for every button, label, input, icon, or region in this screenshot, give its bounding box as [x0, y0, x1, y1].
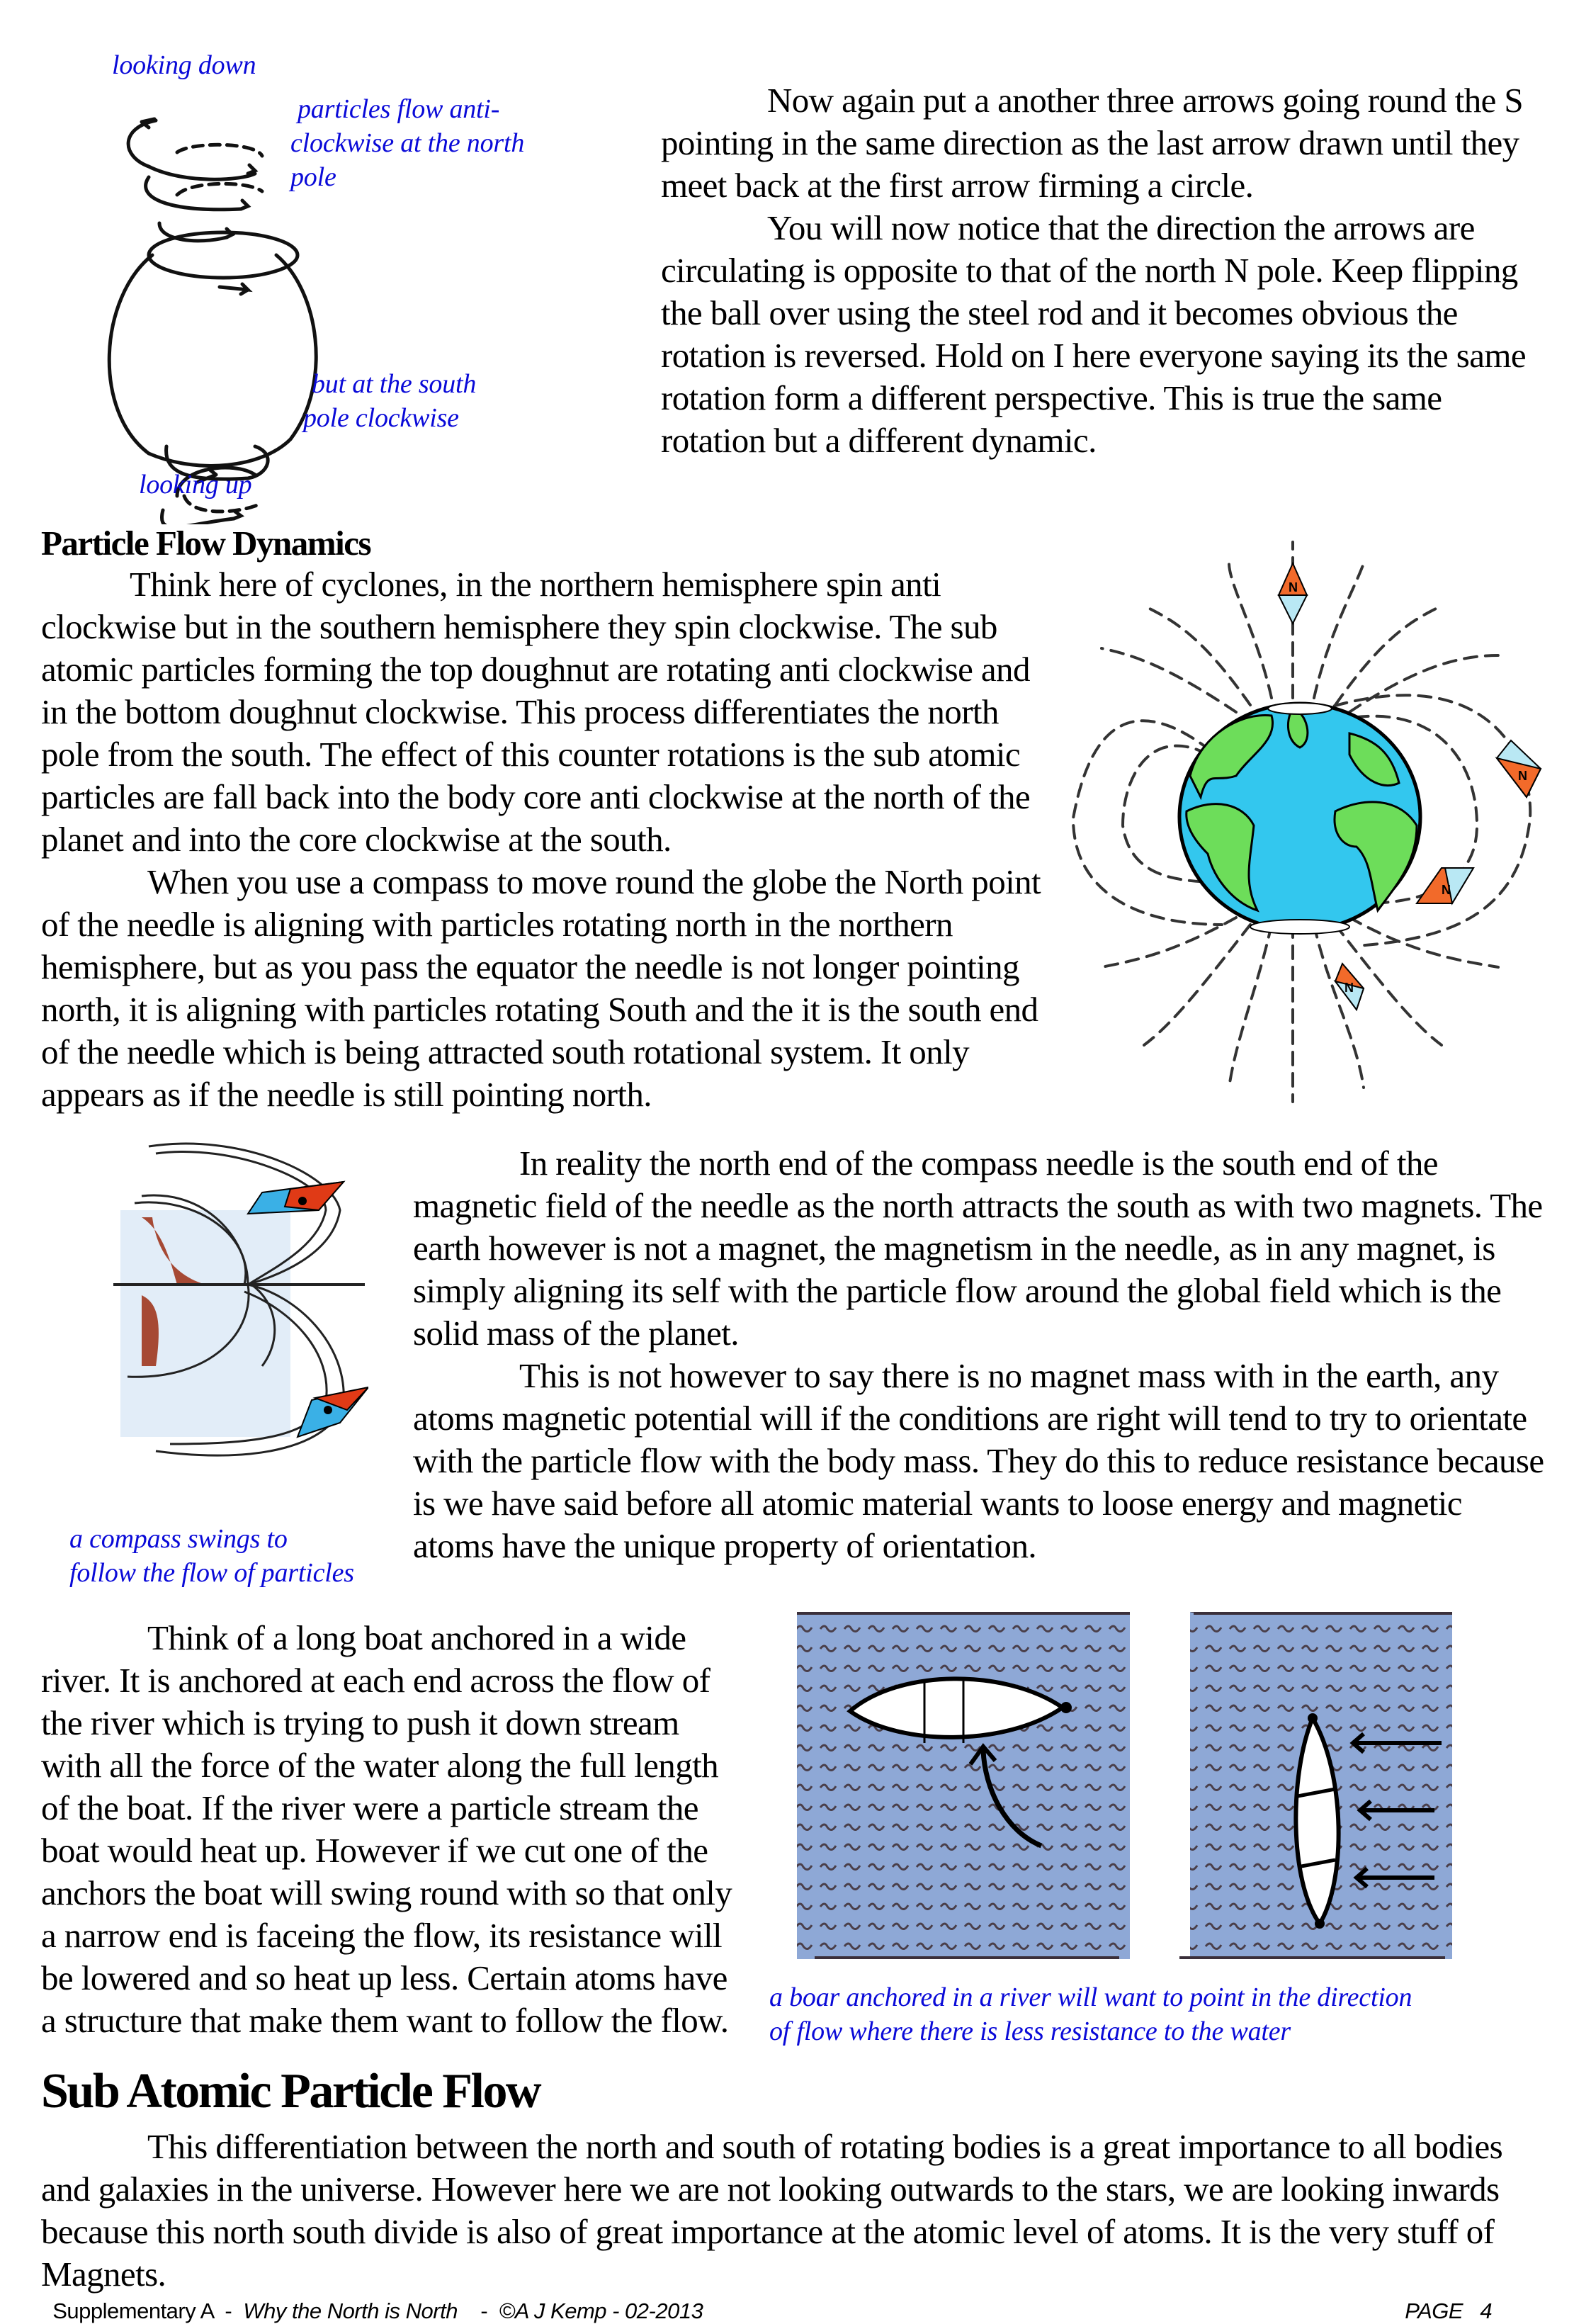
- boat-figure: [793, 1598, 1459, 1966]
- compass-label: N: [1344, 981, 1354, 995]
- caption-line: a compass swings to: [69, 1524, 288, 1554]
- page-number-label: PAGE 4: [1405, 2298, 1493, 2323]
- sub-atomic-paragraph: This differentiation between the north and south of rotating bodies is a great importance to all bodies and galaxies in the universe. However here we are not looking outwards to the stars, we are looking inwards because this north south divide is also of great importance at the atomic level of atoms. It is the very stuff of Magnets.: [41, 2127, 1503, 2294]
- compass-label: N: [1442, 883, 1451, 897]
- compass-label: N: [1289, 580, 1298, 594]
- reality-text: [413, 1142, 1546, 1567]
- page-footer: [41, 2273, 703, 2324]
- intro-paragraph-2: You will now notice that the direction the arrows are circulating is opposite to that of the north N pole. Keep flipping the ball over using the steel rod and it becomes obvious the rotation is reversed. Hold on I here everyone saying its the same rotation form a different perspective. This is true the same rotation but a different dynamic.: [661, 208, 1527, 460]
- boat-river-sketch-icon: [793, 1598, 1459, 1966]
- footer-separator: -: [457, 2298, 499, 2323]
- page-number: [1393, 2273, 1492, 2324]
- caption-line: a boar anchored in a river will want to point in the direction: [769, 1982, 1412, 2012]
- footer-supplement: Supplementary A -: [52, 2298, 244, 2323]
- intro-paragraph-1: Now again put a another three arrows going round the S pointing in the same direction as the last arrow drawn until they meet back at the first arrow firming a circle.: [661, 81, 1524, 205]
- caption-line: particles flow anti-: [298, 94, 500, 124]
- intro-text: [661, 79, 1553, 462]
- compass-swing-caption: [69, 1522, 354, 1590]
- caption-looking-up: looking up: [139, 470, 252, 500]
- caption-looking-down: looking down: [112, 50, 256, 80]
- boat-paragraph: Think of a long boat anchored in a wide river. It is anchored at each end across the flow of the river which is trying to push it down stream with all the force of the water along the full length of the boat. If the river were a particle stream the boat would heat up. However if we cut one of the anchors the boat will swing round with so that only a narrow end is faceing the flow, its resistance will be lowered and so heat up less. Certain atoms have a structure that make them want to follow the flow.: [41, 1618, 732, 2040]
- caption-north-pole: [290, 92, 524, 194]
- compass-swing-figure: [99, 1132, 368, 1501]
- footer-copyright: ©A J Kemp - 02-2013: [499, 2298, 703, 2323]
- globe-figure: [1059, 528, 1555, 1109]
- reality-paragraph-1: In reality the north end of the compass needle is the south end of the magnetic field of the needle as the north attracts the south as with two magnets. The earth however is not a magnet, the magnetism in the needle, as in any magnet, is simply aligning its self with the particle flow around the global field which is the solid mass of the planet.: [413, 1144, 1543, 1353]
- particle-flow-text: [41, 563, 1047, 1116]
- caption-line: clockwise at the north: [290, 128, 525, 158]
- caption-line: pole clockwise: [303, 403, 459, 433]
- caption-line: pole: [290, 162, 336, 192]
- heading-particle-flow-dynamics: Particle Flow Dynamics: [41, 524, 371, 563]
- heading-sub-atomic-particle-flow: Sub Atomic Particle Flow: [41, 2064, 540, 2119]
- earth-magnetic-field-icon: [1059, 528, 1555, 1109]
- reality-paragraph-2: This is not however to say there is no magnet mass with in the earth, any atoms magnetic potential will if the conditions are right will tend to try to orientate with the particle flow with the body mass. They do this to reduce resistance because is we have said before all atomic material wants to loose energy and magnetic atoms have the unique property of orientation.: [413, 1356, 1544, 1565]
- boat-caption: [769, 1980, 1412, 2048]
- caption-line: of flow where there is less resistance to the water: [769, 2016, 1291, 2046]
- compass-field-sketch-icon: [99, 1132, 368, 1501]
- caption-south-pole: [303, 367, 476, 435]
- compass-label: N: [1518, 769, 1527, 783]
- caption-line: but at the south: [312, 369, 477, 399]
- caption-line: follow the flow of particles: [69, 1558, 354, 1588]
- particle-flow-paragraph-1: Think here of cyclones, in the northern hemisphere spin anti clockwise but in the southern hemisphere they spin clockwise. The sub atomic particles forming the top doughnut are rotating anti clockwise and in the bottom doughnut clockwise. This process differentiates the north pole from the south. The effect of this counter rotations is the sub atomic particles are fall back into the body core anti clockwise at the north of the planet and into the core clockwise at the south.: [41, 565, 1031, 859]
- sub-atomic-text: [41, 2126, 1557, 2296]
- particle-flow-paragraph-2: When you use a compass to move round the globe the North point of the needle is aligning with particles rotating north in the northern hemisphere, but as you pass the equator the needle is not longer pointing north, it is aligning with particles rotating South and the it is the south end of the needle which is being attracted south rotational system. It only appears as if the needle is still pointing north.: [41, 862, 1041, 1114]
- boat-text: [41, 1617, 742, 2042]
- footer-title: Why the North is North: [243, 2298, 458, 2323]
